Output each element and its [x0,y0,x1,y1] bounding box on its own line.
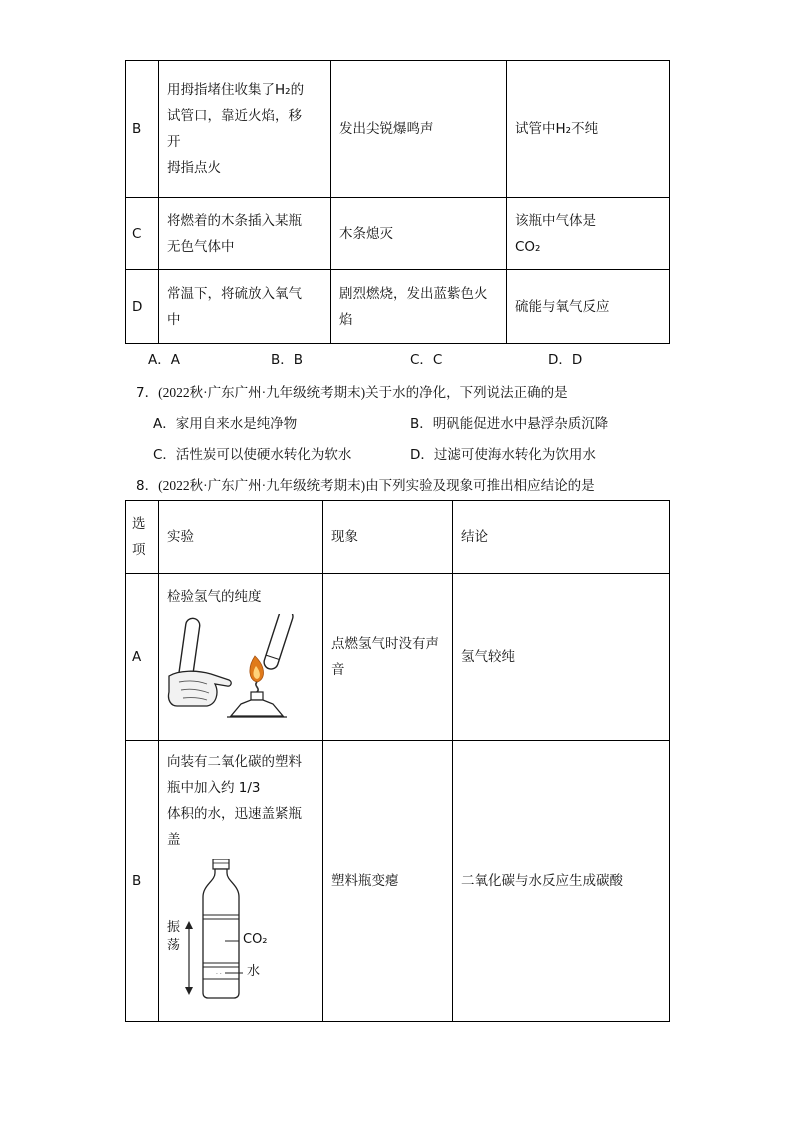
option-cell: A [126,574,159,741]
water-label: 水 [247,964,261,979]
q7-option-c[interactable]: C．活性炭可以使硬水转化为软水 [153,447,352,463]
experiment-line: 盖 [167,832,181,848]
conclusion-line: CO₂ [515,238,541,255]
question-7 [136,381,568,401]
hand [168,671,231,706]
question-source: (2022秋·广东广州·九年级统考期末) [158,478,366,493]
test-tube-right [262,614,294,671]
header-option [126,501,159,574]
shake-label [167,919,180,955]
svg-text:· ·: · · [216,971,222,978]
shake-label-line: 振 [167,920,181,935]
experiment-line: 将燃着的木条插入某瓶 [167,212,302,229]
experiment-line: 常温下，将硫放入氧气 [167,285,302,302]
phenomenon-line: 剧烈燃烧，发出蓝紫色火 [339,285,488,302]
header-line: 项 [132,542,146,558]
option-cell: B [126,741,159,1022]
question-stem: 由下列实验及现象可推出相应结论的是 [365,478,595,494]
question-number: 7． [136,385,159,401]
table-row [126,574,670,741]
experiment-line: 检验氢气的纯度 [167,589,262,605]
question-stem: 关于水的净化，下列说法正确的是 [365,385,568,401]
experiment-cell [159,61,331,198]
conclusion-cell [507,198,670,270]
table-header-row [126,501,670,574]
experiment-line: 拇指点火 [167,160,221,176]
hydrogen-purity-test-figure [167,614,307,722]
alcohol-lamp [231,700,283,716]
shake-label-line: 荡 [167,938,181,953]
table-row [126,741,670,1022]
experiment-cell [159,741,323,1022]
bottle-cap [213,859,229,869]
option-cell: C [126,198,159,270]
q7-option-b[interactable]: B．明矾能促进水中悬浮杂质沉降 [410,416,609,432]
table-row [126,61,670,198]
experiment-line: 试管口，靠近火焰，移 [167,108,302,124]
phenomenon-cell: 塑料瓶变瘪 [323,741,453,1022]
question-number: 8． [136,478,159,494]
q6-choices [148,348,708,370]
q7-option-d[interactable]: D．过滤可使海水转化为饮用水 [410,447,596,463]
option-cell: B [126,61,159,198]
experiment-cell [159,270,331,344]
experiment-line: 用拇指堵住收集了H₂的 [167,82,305,98]
header-phenomenon: 现象 [323,501,453,574]
experiment-line: 无色气体中 [167,238,235,255]
conclusion-cell: 试管中H₂不纯 [507,61,670,198]
choice-a[interactable]: A．A [148,352,180,368]
phenomenon-line: 音 [331,662,345,678]
phenomenon-cell: 发出尖锐爆鸣声 [331,61,507,198]
choice-d[interactable]: D．D [548,352,583,368]
phenomenon-line: 焰 [339,311,353,328]
choice-b[interactable]: B．B [271,352,304,368]
experiment-line: 瓶中加入约 1/3 [167,780,261,796]
phenomenon-cell: 木条熄灭 [331,198,507,270]
experiment-line: 向装有二氧化碳的塑料 [167,754,302,770]
conclusion-cell: 二氧化碳与水反应生成碳酸 [453,741,670,1022]
phenomenon-line: 点燃氢气时没有声 [331,636,439,652]
experiment-line: 体积的水，迅速盖紧瓶 [167,806,302,822]
choice-c[interactable]: C．C [410,352,443,368]
question-8 [136,474,595,494]
conclusion-cell: 氢气较纯 [453,574,670,741]
experiment-line: 中 [167,311,181,328]
phenomenon-cell [331,270,507,344]
phenomenon-cell [323,574,453,741]
conclusion-cell: 硫能与氧气反应 [507,270,670,344]
experiment-cell [159,198,331,270]
q7-option-a[interactable]: A．家用自来水是纯净物 [153,416,298,432]
header-line: 选 [132,516,146,532]
question-source: (2022秋·广东广州·九年级统考期末) [158,385,366,400]
table-row [126,198,670,270]
experiment-line: 开 [167,134,181,150]
header-conclusion: 结论 [453,501,670,574]
conclusion-line: 该瓶中气体是 [515,212,596,229]
co2-bottle-figure [167,859,307,999]
header-experiment: 实验 [159,501,323,574]
options-table-q8 [125,500,670,1022]
option-cell: D [126,270,159,344]
experiment-cell [159,574,323,741]
table-row [126,270,670,344]
co2-label: CO₂ [243,932,268,947]
options-table-q6 [125,60,670,344]
